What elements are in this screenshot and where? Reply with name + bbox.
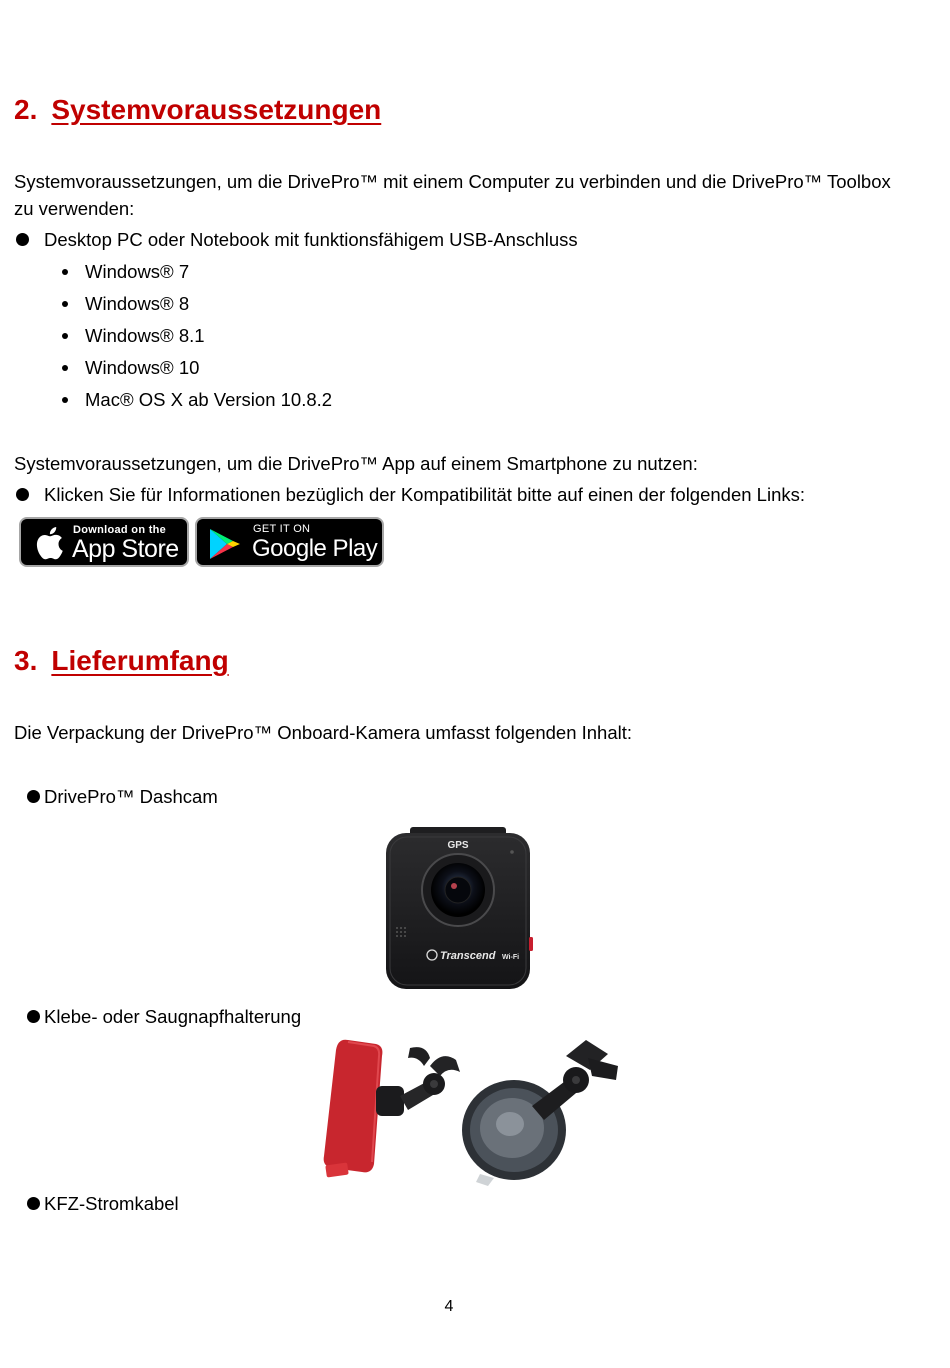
section-3-heading <box>14 645 229 677</box>
bullet-dot <box>27 1197 40 1210</box>
dashcam-wifi-label: Wi-Fi <box>502 954 520 961</box>
bullet-desktop-text: Desktop PC oder Notebook mit funktionsfähigem USB-Anschluss <box>44 229 578 250</box>
section-3-number: 3. <box>14 645 38 676</box>
dashcam-brand-label: Transcend <box>440 950 496 962</box>
page-number: 4 <box>444 1298 454 1315</box>
dashcam-gps-label: GPS <box>447 840 469 851</box>
dashcam-image <box>380 825 538 991</box>
mounts-image <box>318 1036 636 1186</box>
section-3-title: Lieferumfang <box>51 645 229 676</box>
system-requirements-intro: Systemvoraussetzungen, um die DrivePro™ mit einem Computer zu verbinden und die DrivePro™ Toolbox zu verwenden: <box>14 171 891 219</box>
app-requirements-intro: Systemvoraussetzungen, um die DrivePro™ App auf einem Smartphone zu nutzen: <box>14 453 698 474</box>
bullet-dot <box>27 790 40 803</box>
package-item: Klebe- oder Saugnapfhalterung <box>27 1006 40 1028</box>
bullet-dot <box>16 233 29 246</box>
suction-mount <box>462 1040 618 1186</box>
bullet-app-links <box>16 484 806 506</box>
section-2-title: Systemvoraussetzungen <box>51 94 382 125</box>
bullet-desktop <box>16 229 578 251</box>
bullet-app-links-text: Klicken Sie für Informationen bezüglich der Kompatibilität bitte auf einen der folgenden Links: <box>44 484 806 505</box>
google-play-badge[interactable] <box>195 517 384 567</box>
adhesive-mount <box>324 1040 460 1178</box>
apple-icon <box>34 526 64 560</box>
package-item: DrivePro™ Dashcam <box>27 786 40 808</box>
google-play-small-text: GET IT ON <box>253 523 311 535</box>
google-play-icon <box>208 528 242 560</box>
bullet-dot <box>16 488 29 501</box>
package-item: KFZ-Stromkabel <box>27 1193 40 1215</box>
section-2-number: 2. <box>14 94 38 125</box>
google-play-big-text: Google Play <box>252 535 378 562</box>
app-store-big-text: App Store <box>72 535 179 563</box>
app-store-small-text: Download on the <box>73 524 167 536</box>
bullet-dot <box>27 1010 40 1023</box>
package-contents-intro: Die Verpackung der DrivePro™ Onboard-Kamera umfasst folgenden Inhalt: <box>14 722 633 743</box>
section-2-heading <box>14 94 381 126</box>
app-store-badge[interactable] <box>19 517 189 567</box>
